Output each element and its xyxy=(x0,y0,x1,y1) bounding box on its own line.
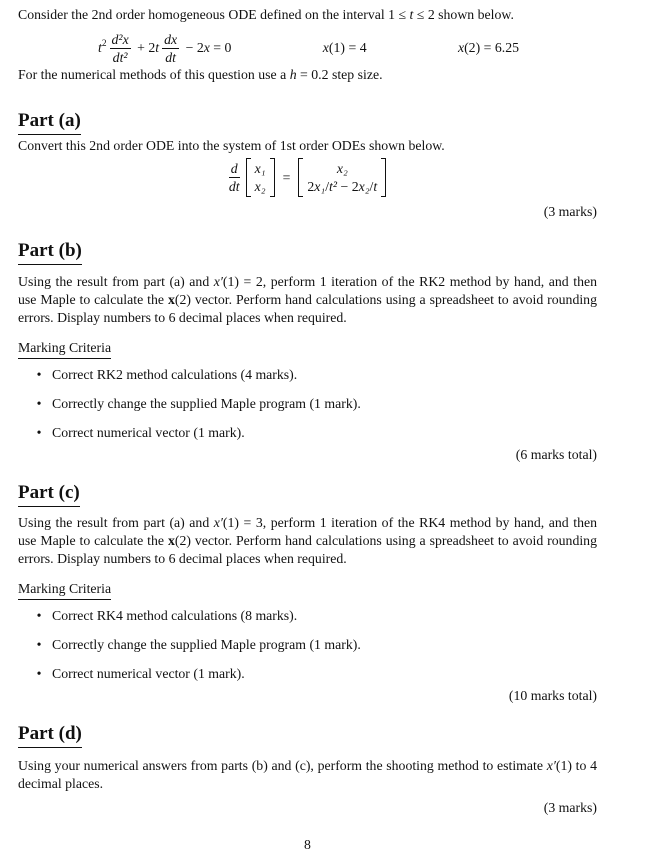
part-c-instructions: Using the result from part (a) and x′(1) = 3, perform 1 iteration of the RK4 method by hand, and then use Maple to calculate the x(2) vector. Perform hand calculations using a spreadsheet to avoid rounding errors. Display numbers to 6 decimal places when required. xyxy=(18,515,597,566)
ode-fraction-1 xyxy=(110,32,131,65)
fraction-denominator: dt xyxy=(228,179,240,194)
part-b-instructions: Using the result from part (a) and x′(1) = 2, perform 1 iteration of the RK2 method by hand, and then use Maple to calculate the x(2) vector. Perform hand calculations using a spreadsheet to avoid rounding errors. Display numbers to 6 decimal places when required. xyxy=(18,274,597,325)
equals-sign: = xyxy=(282,169,291,185)
step-size-note: For the numerical methods of this question use a h = 0.2 step size. xyxy=(18,67,383,82)
ode-equation-row xyxy=(18,27,597,69)
criteria-item xyxy=(18,424,597,442)
ode-minus-term: − 2 xyxy=(182,40,204,55)
bullet-icon: • xyxy=(36,666,42,681)
ode-plus-term: + 2 xyxy=(133,40,156,55)
vector-row: x₂ xyxy=(254,179,266,194)
criteria-item xyxy=(18,665,597,683)
intro-paragraph: Consider the 2nd order homogeneous ODE defined on the interval 1 ≤ t ≤ 2 shown below. xyxy=(18,7,514,22)
fraction-numerator: dx xyxy=(164,31,178,47)
criteria-item xyxy=(18,395,597,413)
part-c-total-marks: (10 marks total) xyxy=(508,688,597,703)
ode-fraction-2 xyxy=(162,32,179,65)
vector-row: x₁ xyxy=(254,161,266,176)
criteria-text: Correctly change the supplied Maple program (1 mark). xyxy=(52,396,361,411)
part-d-instructions: Using your numerical answers from parts (b) and (c), perform the shooting method to estimate x′(1) to 4 decimal places. xyxy=(18,758,597,791)
bracket-right-icon xyxy=(381,158,386,197)
part-c-criteria-list xyxy=(18,607,597,694)
part-b-marking-criteria-heading: Marking Criteria xyxy=(18,339,597,359)
ode-tail-var: x xyxy=(203,40,210,55)
part-b-total-marks: (6 marks total) xyxy=(515,447,597,462)
bullet-icon: • xyxy=(36,637,42,652)
ddt-fraction xyxy=(229,161,240,194)
bullet-icon: • xyxy=(36,425,42,440)
criteria-item xyxy=(18,636,597,654)
part-a-heading: Part (a) xyxy=(18,110,597,135)
part-c-marking-criteria-heading: Marking Criteria xyxy=(18,580,597,600)
state-vector xyxy=(246,158,275,197)
criteria-text: Correct RK4 method calculations (8 marks). xyxy=(52,608,298,623)
fraction-numerator: d²x xyxy=(111,31,129,47)
criteria-item xyxy=(18,366,597,384)
part-b-criteria-list xyxy=(18,366,597,453)
part-a-marks: (3 marks) xyxy=(543,204,597,219)
rhs-vector xyxy=(298,158,386,197)
bullet-icon: • xyxy=(36,396,42,411)
criteria-text: Correct numerical vector (1 mark). xyxy=(52,666,245,681)
initial-condition-2: x(2) = 6.25 xyxy=(457,40,519,55)
part-b-heading: Part (b) xyxy=(18,240,597,265)
criteria-item xyxy=(18,607,597,625)
bracket-right-icon xyxy=(270,158,275,197)
part-d-marks: (3 marks) xyxy=(543,800,597,815)
vector-row: 2x₁/t² − 2x₂/t xyxy=(307,179,378,194)
criteria-text: Correct numerical vector (1 mark). xyxy=(52,425,245,440)
criteria-text: Correct RK2 method calculations (4 marks). xyxy=(52,367,298,382)
fraction-numerator: d xyxy=(230,161,238,176)
part-d-heading: Part (d) xyxy=(18,723,597,748)
ode-equals-zero: = 0 xyxy=(209,40,232,55)
page-number: 8 xyxy=(304,837,311,852)
part-a-instructions: Convert this 2nd order ODE into the system of 1st order ODEs shown below. xyxy=(18,138,445,153)
initial-condition-1: x(1) = 4 xyxy=(322,40,367,55)
fraction-denominator: dt² xyxy=(112,49,128,65)
ode-op-var: t xyxy=(155,40,160,55)
system-odes-equation xyxy=(18,158,597,197)
criteria-text: Correctly change the supplied Maple program (1 mark). xyxy=(52,637,361,652)
bullet-icon: • xyxy=(36,608,42,623)
vector-row: x₂ xyxy=(336,161,348,176)
bullet-icon: • xyxy=(36,367,42,382)
part-c-heading: Part (c) xyxy=(18,482,597,507)
fraction-denominator: dt xyxy=(165,49,176,65)
ode-expression: t $^2$ $\frac{\text{d²x}}{\text{dt²}}$ + 2 t $\frac{dx}{dt}$ − 2 x = 0 xyxy=(98,31,232,65)
ode-lead-var: t xyxy=(98,40,102,55)
